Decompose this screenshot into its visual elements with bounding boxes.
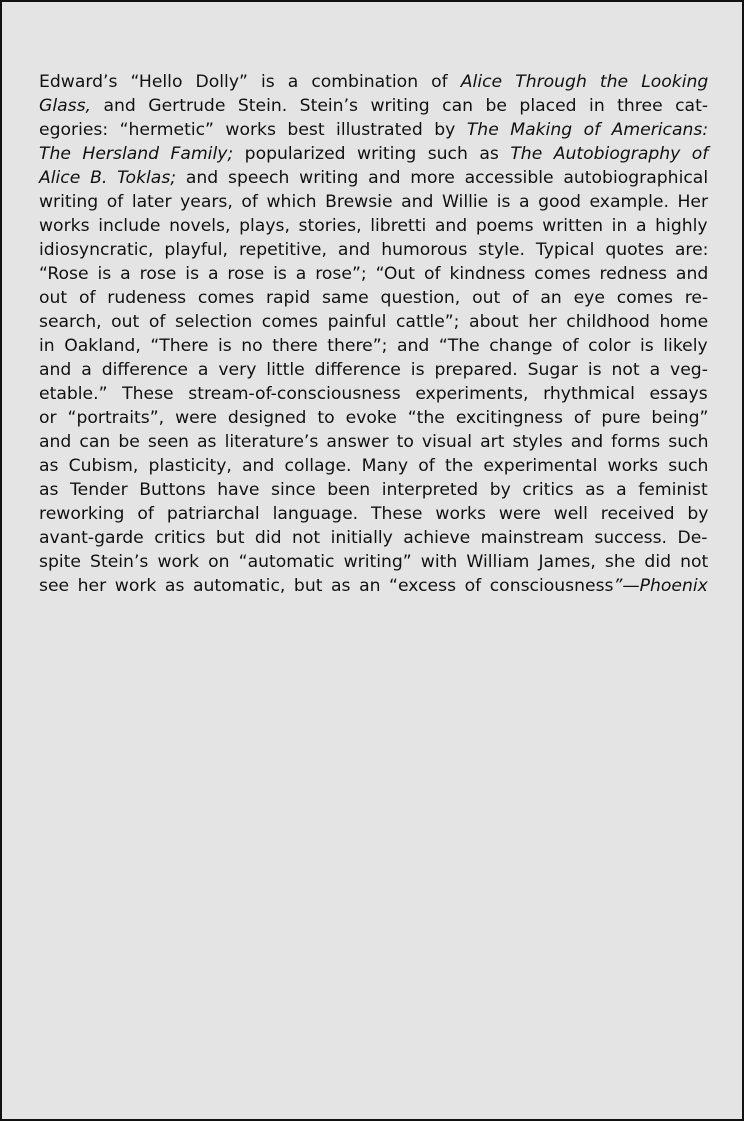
body-text: out of rudeness comes rapid same question, out of an eye comes re- — [39, 288, 709, 308]
body-text: etable.” These stream-of-consciousness experiments, rhythmical essays — [39, 384, 708, 404]
body-text: and Gertrude Stein. Stein’s writing can be placed in three cat- — [91, 96, 709, 116]
body-text: avant-garde critics but did not initially achieve mainstream success. De- — [39, 528, 708, 548]
text-line — [39, 454, 708, 478]
text-line — [39, 358, 708, 382]
text-line — [39, 502, 708, 526]
body-text: works include novels, plays, stories, libretti and poems written in a highly — [39, 216, 708, 236]
body-text: as Cubism, plasticity, and collage. Many of the experimental works such — [39, 456, 709, 476]
text-line — [39, 430, 708, 454]
text-line — [39, 142, 708, 166]
body-text: in Oakland, “There is no there there”; and “The change of color is likely — [39, 336, 708, 356]
text-line — [39, 382, 708, 406]
text-line — [39, 118, 708, 142]
italic-title-text: Alice Through the Looking — [460, 72, 709, 92]
italic-title-text: The Autobiography of — [510, 144, 709, 164]
body-text: reworking of patriarchal language. These works were well received by — [39, 504, 709, 524]
italic-title-text: The Hersland Family; — [39, 144, 234, 164]
body-text: see her work as automatic, but as an “excess of consciousness — [39, 576, 614, 596]
text-line — [39, 70, 708, 94]
body-text: “Rose is a rose is a rose is a rose”; “Out of kindness comes redness and — [39, 264, 709, 284]
text-line — [39, 310, 708, 334]
text-line — [39, 262, 708, 286]
body-paragraph — [39, 70, 708, 598]
body-text: and can be seen as literature’s answer to visual art styles and forms such — [39, 432, 709, 452]
body-text: Edward’s “Hello Dolly” is a combination of — [39, 72, 461, 92]
text-line — [39, 166, 708, 190]
body-text: and speech writing and more accessible autobiographical — [176, 168, 709, 188]
body-text: and a difference a very little difference is prepared. Sugar is not a veg- — [39, 360, 708, 380]
body-text: as Tender Buttons have since been interpreted by critics as a feminist — [39, 480, 708, 500]
body-text: idiosyncratic, playful, repetitive, and humorous style. Typical quotes are: — [39, 240, 709, 260]
text-line — [39, 334, 708, 358]
text-line — [39, 94, 708, 118]
text-line — [39, 406, 708, 430]
text-line — [39, 286, 708, 310]
italic-title-text: ”—Phoenix — [613, 576, 708, 596]
body-text: egories: “hermetic” works best illustrated by — [39, 120, 467, 140]
italic-title-text: Alice B. Toklas; — [39, 168, 177, 188]
text-line — [39, 574, 708, 598]
text-line — [39, 478, 708, 502]
body-text: writing of later years, of which Brewsie and Willie is a good example. Her — [39, 192, 709, 212]
body-text: search, out of selection comes painful cattle”; about her childhood home — [39, 312, 709, 332]
text-line — [39, 190, 708, 214]
text-line — [39, 550, 708, 574]
body-text: spite Stein’s work on “automatic writing” with William James, she did not — [39, 552, 709, 572]
italic-title-text: The Making of Americans: — [466, 120, 709, 140]
body-text: or “portraits”, were designed to evoke “the excitingness of pure being” — [39, 408, 709, 428]
text-line — [39, 238, 708, 262]
text-line — [39, 214, 708, 238]
text-line — [39, 526, 708, 550]
body-text: popularized writing such as — [233, 144, 511, 164]
italic-title-text: Glass, — [39, 96, 91, 116]
